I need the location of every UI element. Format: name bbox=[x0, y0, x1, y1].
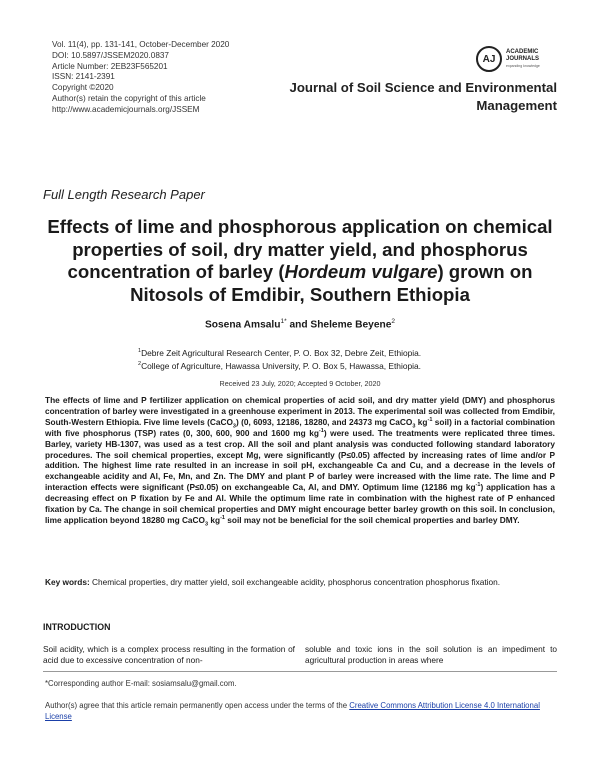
affiliation-text: College of Agriculture, Hawassa University, P. O. Box 5, Hawassa, Ethiopia. bbox=[141, 360, 421, 371]
license-note bbox=[45, 700, 557, 722]
meta-line: Article Number: 2EB23F565201 bbox=[52, 61, 168, 71]
paper-type: Full Length Research Paper bbox=[43, 187, 205, 202]
affiliations bbox=[138, 346, 421, 372]
journal-title-line-2: Management bbox=[476, 98, 557, 113]
abstract-sup: -1 bbox=[220, 515, 225, 522]
affiliation-sup: 2 bbox=[138, 360, 142, 367]
abstract-sub: 3 bbox=[232, 423, 236, 430]
keywords-label: Key words: bbox=[45, 577, 90, 587]
aj-logo-icon: AJ bbox=[476, 46, 502, 72]
paper-title bbox=[45, 216, 555, 306]
title-species: Hordeum vulgare bbox=[284, 261, 438, 282]
meta-line: DOI: 10.5897/JSSEM2020.0837 bbox=[52, 50, 169, 60]
license-link[interactable]: Creative Commons Attribution License 4.0 International License bbox=[45, 701, 540, 721]
logo-text bbox=[506, 49, 540, 70]
introduction-heading: INTRODUCTION bbox=[43, 622, 111, 632]
introduction-right-column: soluble and toxic ions in the soil solution is an impediment to agricultural production in areas where bbox=[305, 644, 557, 665]
footnote-divider bbox=[43, 671, 557, 672]
meta-line: ISSN: 2141-2391 bbox=[52, 72, 115, 82]
journal-title bbox=[257, 79, 557, 115]
abstract-text: soil) in a factorial combination with five phosphorus (TSP) rates (0, 300, 600, 900 and 1600 mg kg bbox=[45, 416, 555, 438]
abstract-sub: 3 bbox=[205, 521, 209, 528]
affiliation-text: Debre Zeit Agricultural Research Center, P. O. Box 32, Debre Zeit, Ethiopia. bbox=[141, 347, 422, 358]
authors bbox=[0, 318, 600, 330]
keywords bbox=[45, 577, 555, 588]
author-sup: 1* bbox=[280, 318, 287, 325]
article-meta bbox=[52, 40, 229, 116]
introduction-left-column: Soil acidity, which is a complex process resulting in the formation of acid due to excessive concentration of non- bbox=[43, 644, 295, 665]
corresponding-author: *Corresponding author E-mail: sosiamsalu@gmail.com. bbox=[45, 679, 237, 688]
abstract-sup: -1 bbox=[318, 427, 324, 434]
publisher-logo bbox=[476, 46, 540, 72]
author-sup: 2 bbox=[391, 318, 396, 325]
received-dates: Received 23 July, 2020; Accepted 9 October, 2020 bbox=[219, 379, 381, 388]
abstract-text: The effects of lime and P fertilizer application on chemical properties of acid soil, and dry matter yield (DMY) and phosphorus concentration of barley were investigated in a greenhouse experiment in 2013. The experimental soil was collected from Emdibir, South-Western Ethiopia. Five lime levels (CaCO bbox=[45, 395, 555, 427]
abstract-text: kg bbox=[415, 416, 428, 427]
abstract-text: ) (0, 6093, 12186, 18280, and 24373 mg CaCO bbox=[235, 416, 413, 427]
meta-line: http://www.academicjournals.org/JSSEM bbox=[52, 104, 200, 114]
author-separator: and bbox=[286, 319, 311, 331]
title-part: ) grown on Nitosols of Emdibir, Southern Ethiopia bbox=[130, 261, 533, 305]
meta-line: Vol. 11(4), pp. 131-141, October-December 2020 bbox=[52, 40, 230, 49]
meta-line: Copyright ©2020 bbox=[52, 83, 114, 93]
abstract-text: kg bbox=[208, 514, 221, 525]
author-name: Sheleme Beyene bbox=[310, 319, 392, 331]
abstract-text: ) were used. The treatments were replicated three times. Barley, variety HB-1307, was used as a test crop. All the soil and plant analysis was conducted following standard laboratory procedures. The soil chemical properties, except Mg, were significantly (P≤0.05) affected by increasing rates of lime and/or P addition. The highest lime rate resulted in an increase in soil pH, exchangeable Ca and Cu, and a decrease in the levels of exchangeable acidity and Al, Fe, Mn, and Zn. The DMY and plant P of barley were increased with the lime rate. The lime and P interaction effects were significant (P≤0.05) on exchangeable Ca, Al, and DMY. Optimum lime (12186 mg kg bbox=[45, 427, 555, 493]
logo-line-2: JOURNALS bbox=[506, 55, 540, 62]
abstract bbox=[45, 395, 555, 526]
logo-tagline: expanding knowledge bbox=[506, 63, 540, 68]
affiliation-sup: 1 bbox=[138, 348, 142, 354]
license-text: Author(s) agree that this article remain permanently open access under the terms of the bbox=[45, 701, 350, 710]
abstract-sub: 3 bbox=[412, 423, 416, 430]
abstract-sup: -1 bbox=[475, 482, 481, 489]
title-part: Effects of lime and phosphorous application on chemical properties of soil, dry matter yield, and phosphorus concentration of barley ( bbox=[47, 216, 553, 282]
abstract-text: soil may not be beneficial for the soil chemical properties and barley DMY. bbox=[224, 514, 520, 525]
author-name: Sosena Amsalu bbox=[204, 319, 281, 331]
keywords-text: Chemical properties, dry matter yield, soil exchangeable acidity, phosphorus concentration phosphorus fixation. bbox=[89, 577, 501, 587]
journal-title-line-1: Journal of Soil Science and Environmental bbox=[289, 80, 557, 95]
affiliation bbox=[138, 346, 421, 359]
abstract-text: ) application has a decreasing effect on P fixation by Fe and Al. While the optimum lime rate in combination with the highest rate of P enhanced fixation by Ca. The change in soil chemical properties and DMY might encourage better barley growth on this soil. In conclusion, lime application beyond 18280 mg CaCO bbox=[45, 482, 555, 525]
meta-line: Author(s) retain the copyright of this article bbox=[52, 93, 206, 103]
affiliation bbox=[138, 359, 421, 372]
logo-line-1: ACADEMIC bbox=[506, 48, 539, 55]
abstract-sup: -1 bbox=[427, 417, 433, 424]
